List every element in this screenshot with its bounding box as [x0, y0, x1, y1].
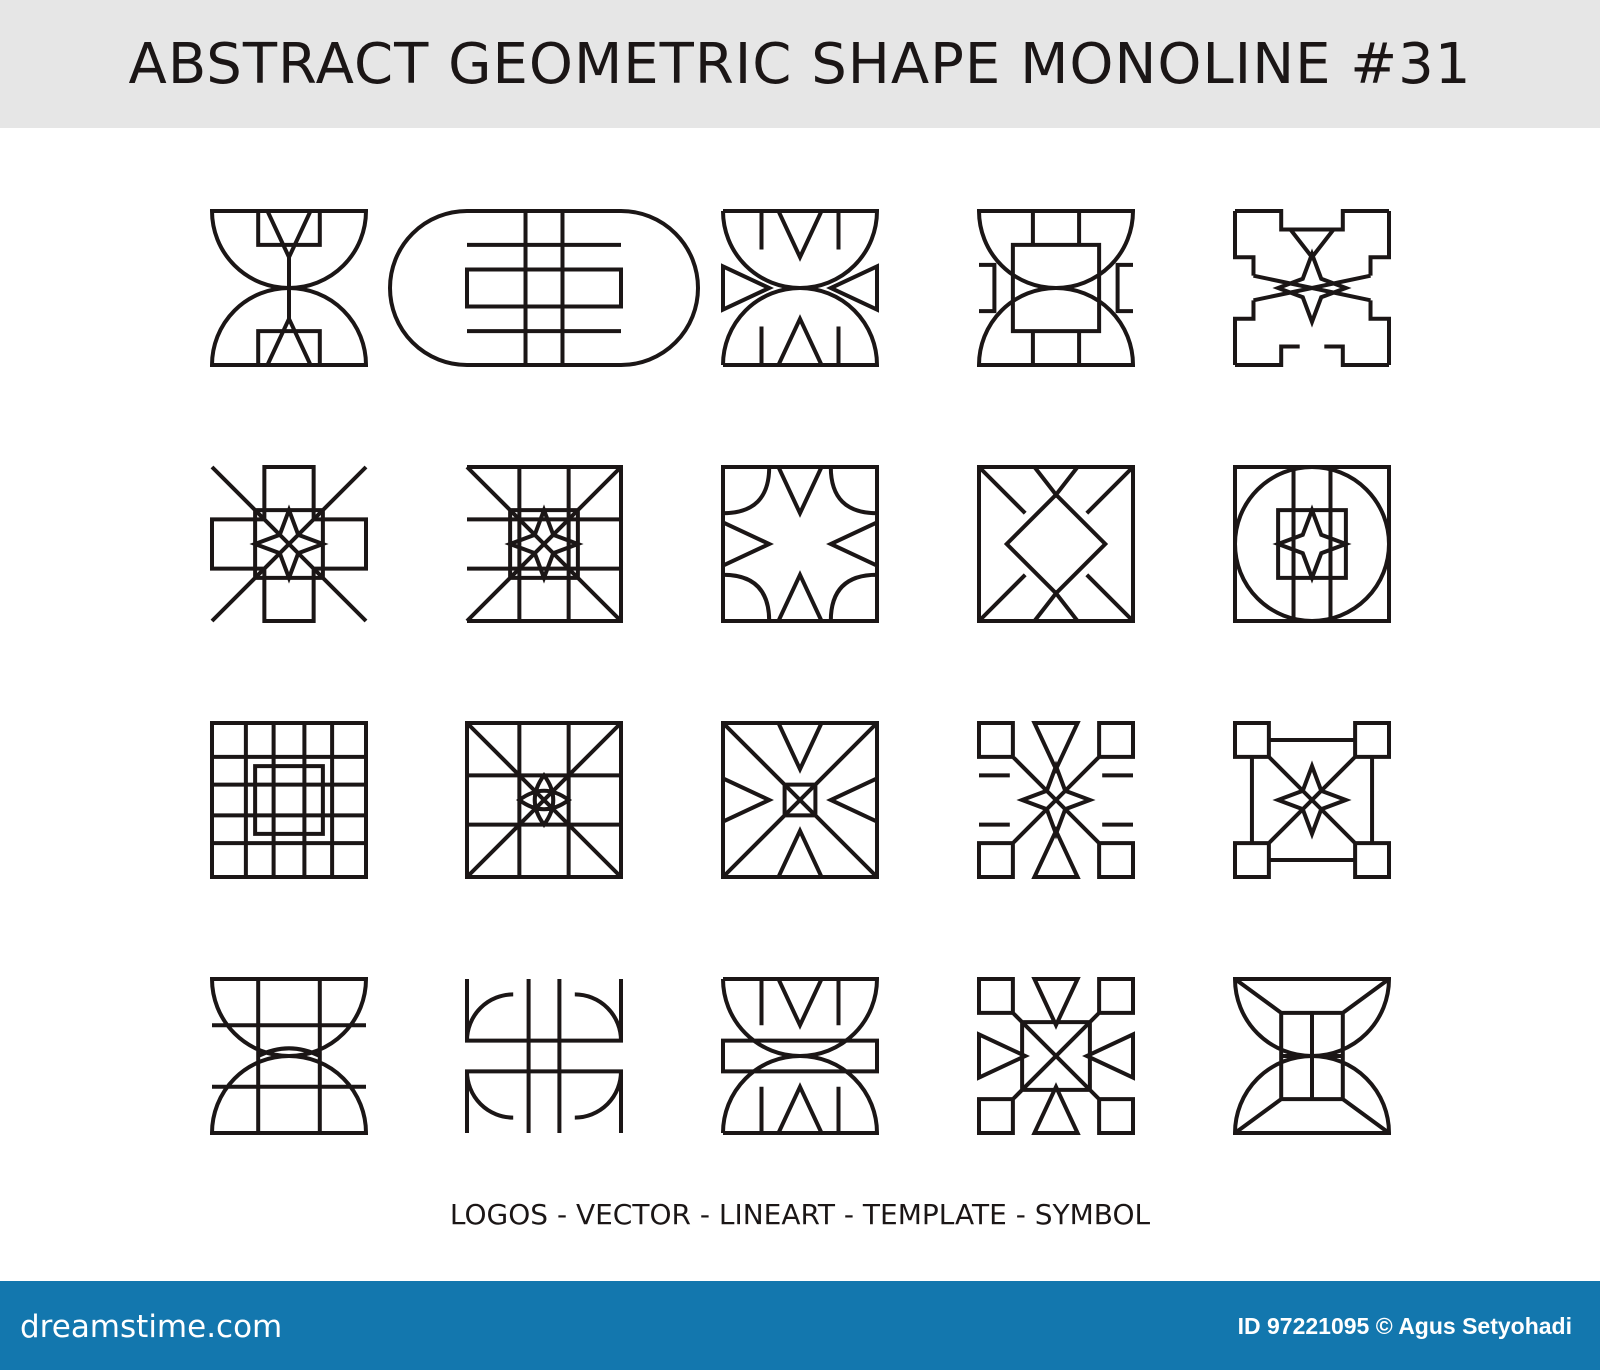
icon-shape [979, 211, 1133, 365]
geometric-icon-9 [979, 467, 1133, 621]
geometric-icon-1 [212, 211, 366, 365]
icon-shape [467, 211, 621, 365]
icon-shape [979, 467, 1133, 621]
icon-shape [1235, 211, 1389, 365]
icon-shape [723, 467, 877, 621]
geometric-icon-12 [467, 723, 621, 877]
geometric-icon-13 [723, 723, 877, 877]
icon-shape [212, 979, 366, 1133]
geometric-icon-10 [1235, 467, 1389, 621]
icon-shape [723, 211, 877, 365]
icon-shape [212, 723, 366, 877]
geometric-icon-19 [979, 979, 1133, 1133]
icon-shape [723, 979, 877, 1133]
geometric-icon-6 [212, 467, 366, 621]
icon-shape [979, 723, 1133, 877]
geometric-icon-20 [1235, 979, 1389, 1133]
geometric-icon-3 [723, 211, 877, 365]
geometric-icon-18 [723, 979, 877, 1133]
icon-shape [212, 211, 366, 365]
brand-logo[interactable]: dreamstime.com [20, 1309, 283, 1345]
icon-shape [467, 979, 621, 1133]
footer-bar [0, 1281, 1600, 1370]
geometric-icon-4 [979, 211, 1133, 365]
geometric-icon-2 [467, 211, 621, 365]
geometric-icon-5 [1235, 211, 1389, 365]
page-title: ABSTRACT GEOMETRIC SHAPE MONOLINE #31 [128, 31, 1472, 97]
icon-shape [1235, 723, 1389, 877]
geometric-icon-8 [723, 467, 877, 621]
image-credit: ID 97221095 © Agus Setyohadi [1237, 1313, 1572, 1339]
icon-shape [212, 467, 366, 621]
geometric-icon-14 [979, 723, 1133, 877]
geometric-icon-16 [212, 979, 366, 1133]
icon-shape [467, 723, 621, 877]
subtitle: LOGOS - VECTOR - LINEART - TEMPLATE - SYMBOL [449, 1198, 1151, 1231]
geometric-icon-11 [212, 723, 366, 877]
geometric-icon-15 [1235, 723, 1389, 877]
geometric-icon-17 [467, 979, 621, 1133]
title-banner [0, 0, 1600, 128]
geometric-icon-7 [467, 467, 621, 621]
icon-shape [723, 723, 877, 877]
icon-shape [1235, 979, 1389, 1133]
icon-shape [467, 467, 621, 621]
icon-shape [1235, 467, 1389, 621]
icon-shape [979, 979, 1133, 1133]
